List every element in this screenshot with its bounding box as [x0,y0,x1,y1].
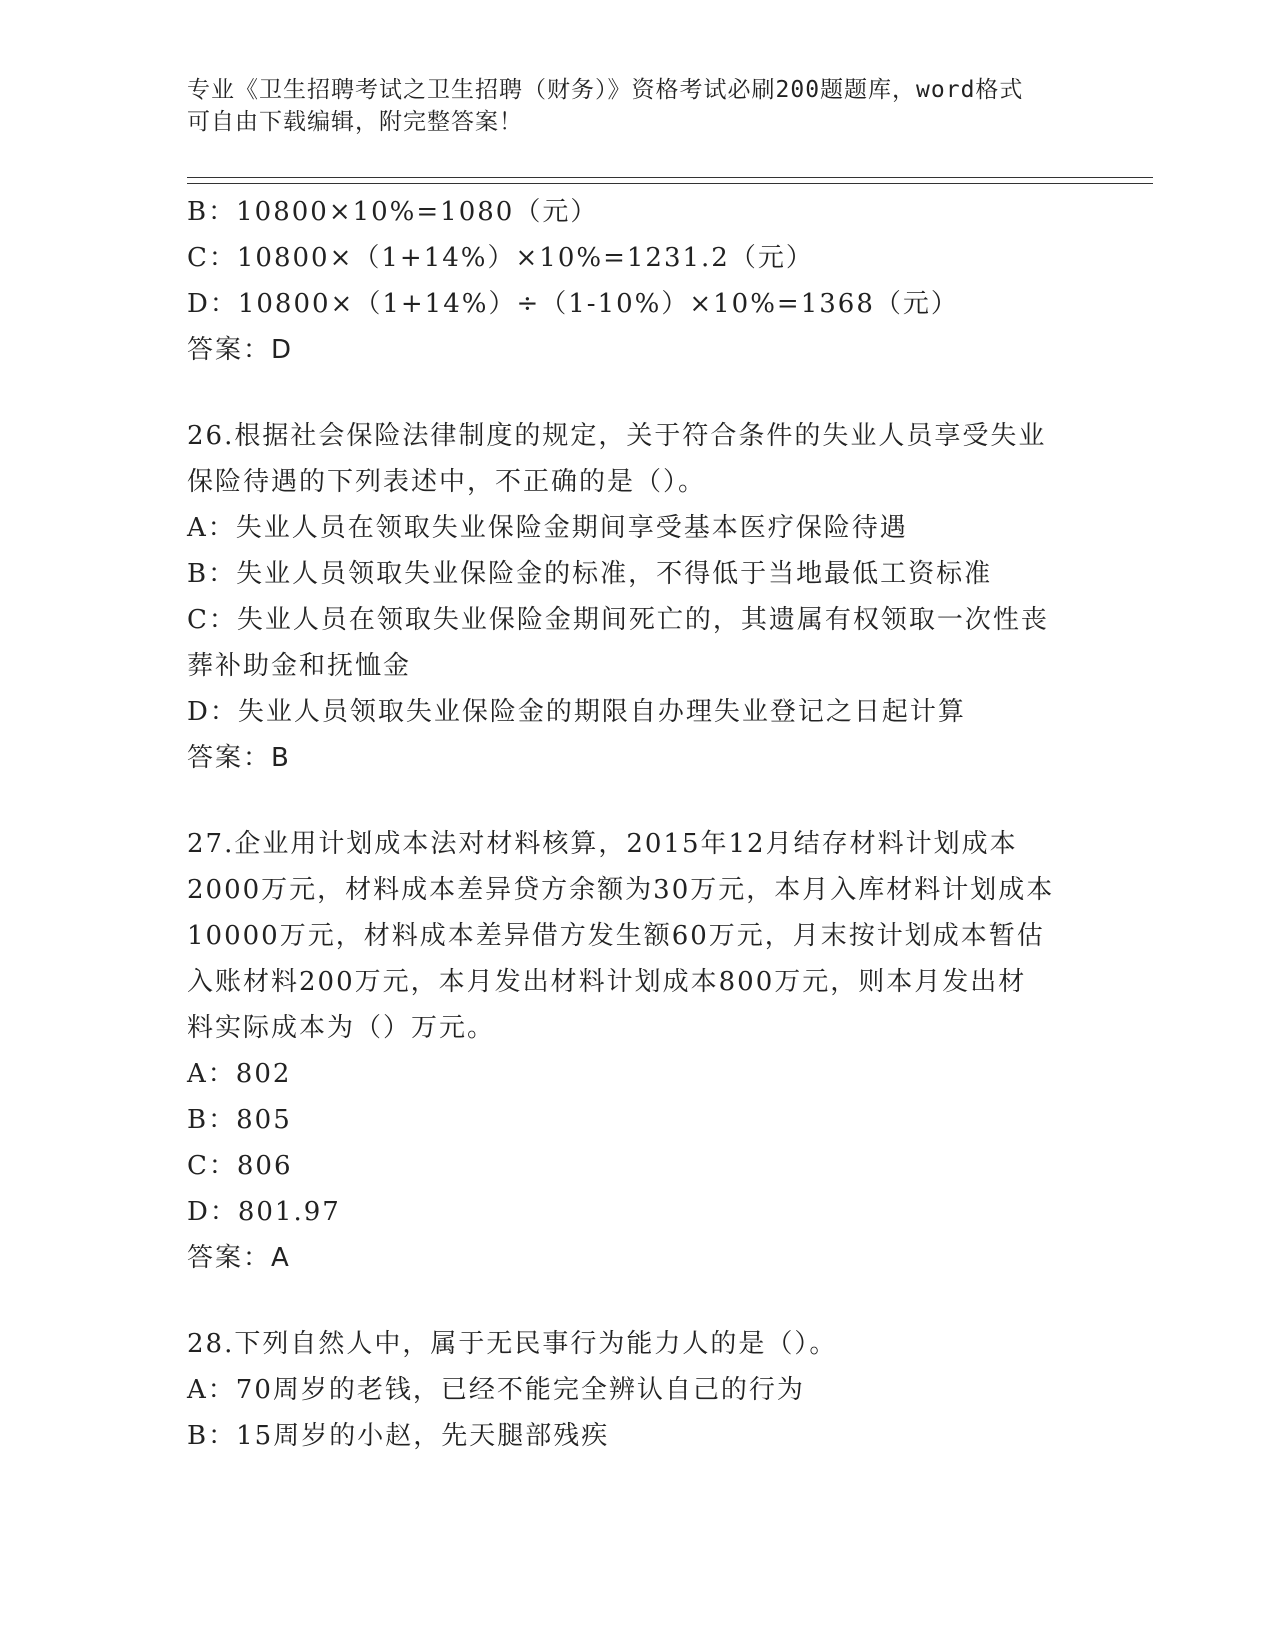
header-divider-bottom [187,183,1153,184]
question-25-tail [187,189,1087,373]
option-c: C：10800×（1+14%）×10%=1231.2（元） [187,243,814,273]
option-d: D：801.97 [187,1197,341,1227]
option-a: A：失业人员在领取失业保险金期间享受基本医疗保险待遇 [187,513,908,543]
option-b: B：15周岁的小赵，先天腿部残疾 [187,1421,610,1451]
answer-line: 答案：D [187,335,294,365]
question-stem-line: 料实际成本为（）万元。 [187,1013,496,1043]
header-line-2: 可自由下载编辑，附完整答案！ [187,109,523,135]
header-divider-top [187,177,1153,178]
document-header [187,74,1087,138]
option-d: D：失业人员领取失业保险金的期限自办理失业登记之日起计算 [187,697,966,727]
option-b: B：失业人员领取失业保险金的标准，不得低于当地最低工资标准 [187,559,993,589]
option-a: A：802 [187,1059,292,1089]
question-27 [187,821,1087,1281]
option-a: A：70周岁的老钱，已经不能完全辨认自己的行为 [187,1375,805,1405]
spacer [187,781,1087,821]
option-c-continued: 葬补助金和抚恤金 [187,651,412,681]
answer-line: 答案：A [187,1243,291,1273]
spacer [187,1281,1087,1321]
option-d: D：10800×（1+14%）÷（1-10%）×10%=1368（元） [187,289,959,319]
question-content [187,189,1087,1459]
question-stem-line: 26.根据社会保险法律制度的规定，关于符合条件的失业人员享受失业 [187,421,1047,451]
question-26 [187,413,1087,781]
question-28 [187,1321,1087,1459]
option-b: B：10800×10%=1080（元） [187,197,599,227]
answer-line: 答案：B [187,743,291,773]
question-stem-line: 28.下列自然人中，属于无民事行为能力人的是（）。 [187,1329,838,1359]
header-line-1: 专业《卫生招聘考试之卫生招聘（财务）》资格考试必刷200题题库，word格式 [187,77,1024,103]
question-stem-line: 保险待遇的下列表述中，不正确的是（）。 [187,467,707,497]
question-stem-line: 27.企业用计划成本法对材料核算，2015年12月结存材料计划成本 [187,829,1018,859]
option-b: B：805 [187,1105,292,1135]
option-c: C：失业人员在领取失业保险金期间死亡的，其遗属有权领取一次性丧 [187,605,1049,635]
question-stem-line: 10000万元，材料成本差异借方发生额60万元，月末按计划成本暂估 [187,921,1045,951]
option-c: C：806 [187,1151,293,1181]
question-stem-line: 2000万元，材料成本差异贷方余额为30万元，本月入库材料计划成本 [187,875,1055,905]
spacer [187,373,1087,413]
question-stem-line: 入账材料200万元，本月发出材料计划成本800万元，则本月发出材 [187,967,1027,997]
